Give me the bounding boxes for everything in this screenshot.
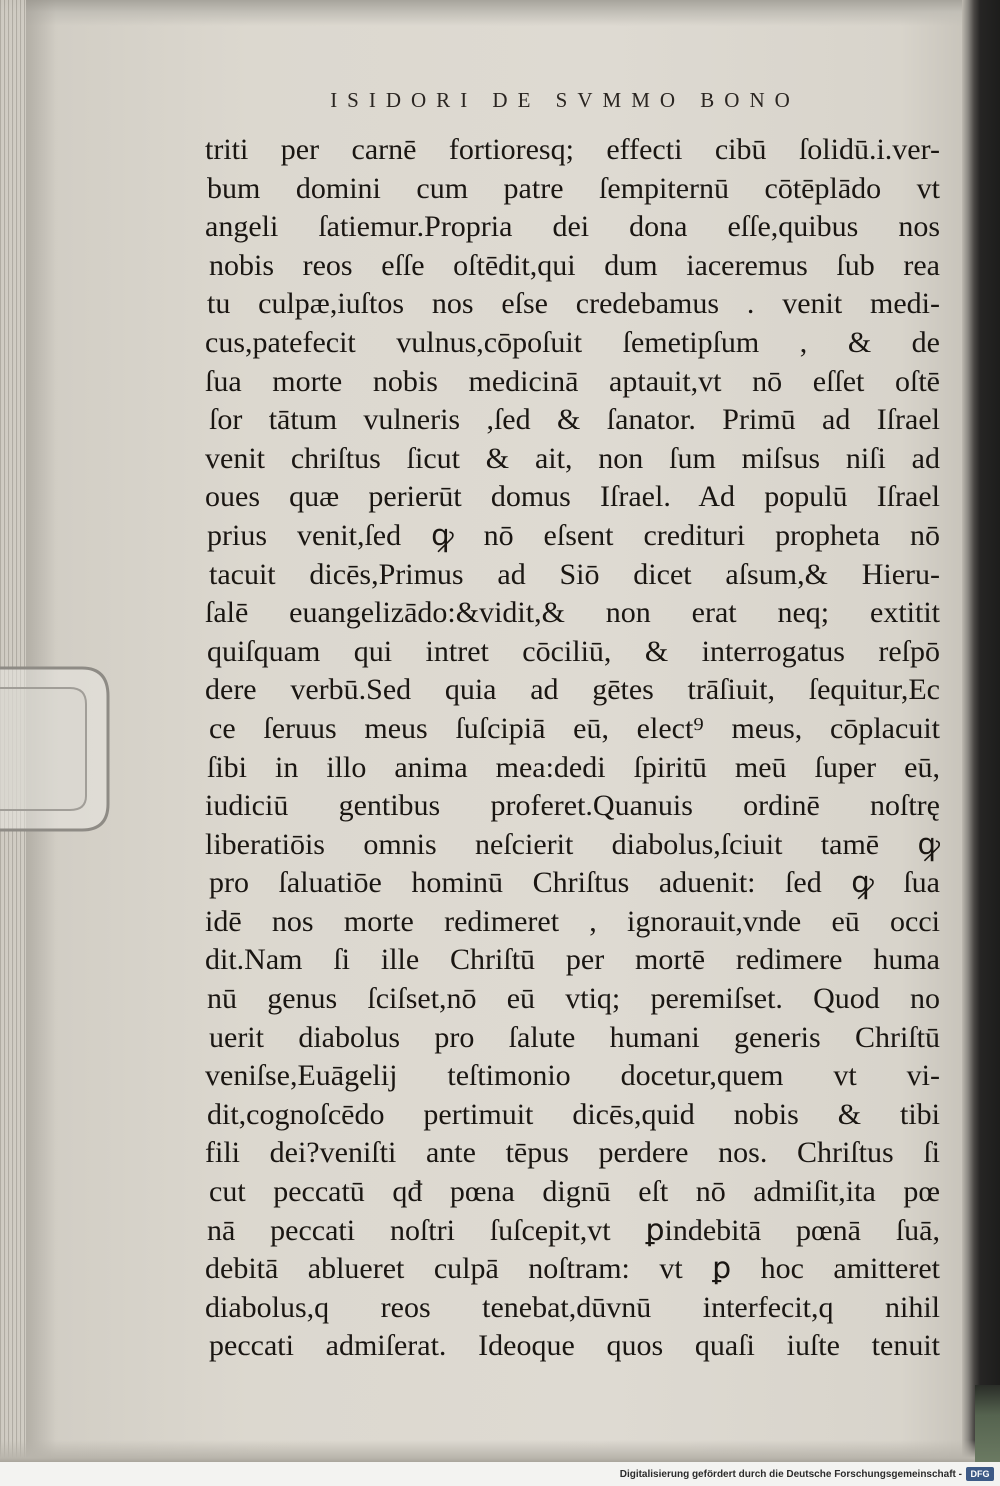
text-line: oues quæ perierūt domus Iſrael. Ad populū Iſrael — [205, 480, 940, 514]
text-line: fili dei?veniſti ante tēpus perdere nos. Chriſtus ſi — [205, 1136, 940, 1170]
dfg-logo: DFG — [966, 1467, 994, 1481]
text-line: nobis reos eſſe oſtēdit,qui dum iaceremus ſub rea — [209, 248, 940, 282]
text-line: triti per carnē fortioresq; effecti cibū ſolidū.i.ver- — [205, 133, 940, 166]
text-line: ſor tātum vulneris ,ſed & ſanator. Primū ad Iſrael — [209, 403, 940, 437]
text-line: prius venit,ſed ꝙ nō eſsent credituri propheta nō — [207, 518, 940, 552]
text-line: idē nos morte redimeret , ignorauit,vnde eū occi — [205, 904, 940, 938]
text-line: debitā ablueret culpā noſtram: vt ꝑ hoc amitteret — [205, 1252, 940, 1286]
text-line: ce ſeruus meus ſuſcipiā eū, elect⁹ meus, cōplacuit — [209, 711, 940, 745]
text-line: dit.Nam ſi ille Chriſtū per mortē redimere huma — [205, 943, 940, 977]
text-line: bum domini cum patre ſempiternū cōtēplādo vt — [207, 171, 940, 205]
text-line: ſibi in illo anima mea:dedi ſpiritū meū ſuper eū, — [207, 750, 940, 784]
cover-corner — [975, 1385, 1000, 1462]
text-line: cut peccatū qđ pœna dignū eſt nō admiſit,ita pœ — [209, 1175, 940, 1209]
footer-credit: Digitalisierung gefördert durch die Deutsche Forschungsgemeinschaft - — [619, 1469, 962, 1480]
text-line: ſua morte nobis medicinā aptauit,vt nō eſſet oſtē — [205, 364, 940, 398]
page-bottom-edge — [0, 1440, 975, 1462]
footer-bar — [0, 1462, 1000, 1486]
text-line: venit chriſtus ſicut & ait, non ſum miſsus niſi ad — [205, 441, 940, 475]
text-line: angeli ſatiemur.Propria dei dona eſſe,quibus nos — [205, 210, 940, 244]
text-line: cus,patefecit vulnus,cōpoſuit ſemetipſum , & de — [205, 325, 940, 359]
text-line: diabolus,q reos tenebat,dūvnū interfecit,q nihil — [205, 1290, 940, 1324]
text-line: iudiciū gentibus proferet.Quanuis ordinē noſtrę — [205, 789, 940, 823]
page-top-shadow — [0, 0, 1000, 26]
text-line: pro ſaluatiōe hominū Chriſtus aduenit: ſed ꝙ ſua — [209, 866, 940, 900]
text-line: uerit diabolus pro ſalute humani generis Chriſtū — [209, 1020, 940, 1054]
text-line: tu culpæ,iuſtos nos eſse credebamus . venit medi- — [207, 287, 940, 321]
text-line: nā peccati noſtri ſuſcepit,vt ꝑindebitā pœnā ſuā, — [207, 1213, 940, 1247]
text-line: ſalē euangelizādo:&vidit,& non erat neq; extitit — [205, 596, 940, 630]
text-line: liberatiōis omnis neſcierit diabolus,ſciuit tamē ꝙ — [205, 827, 940, 861]
text-line: nū genus ſciſset,nō eū vtiq; peremiſset. Quod no — [207, 982, 940, 1016]
text-line: veniſse,Euāgelij teſtimonio docetur,quem vt vi- — [205, 1059, 940, 1093]
text-line: tacuit dicēs,Primus ad Siō dicet aſsum,& Hieru- — [209, 557, 940, 591]
book-cover-edge — [962, 0, 1000, 1462]
text-line: quiſquam qui intret cōciliū, & interrogatus reſpō — [207, 634, 940, 668]
page-clip — [0, 660, 120, 840]
text-line: peccati admiſerat. Ideoque quos quaſi iuſte tenuit — [209, 1329, 940, 1363]
running-head: ISIDORI DE SVMMO BONO — [330, 88, 800, 112]
text-line: dit,cognoſcēdo pertimuit dicēs,quid nobis & tibi — [207, 1097, 940, 1131]
clip-inner-loop — [0, 688, 86, 810]
text-block — [205, 131, 940, 1366]
text-line: dere verbū.Sed quia ad gētes trāſiuit, ſequitur,Ec — [205, 673, 940, 707]
